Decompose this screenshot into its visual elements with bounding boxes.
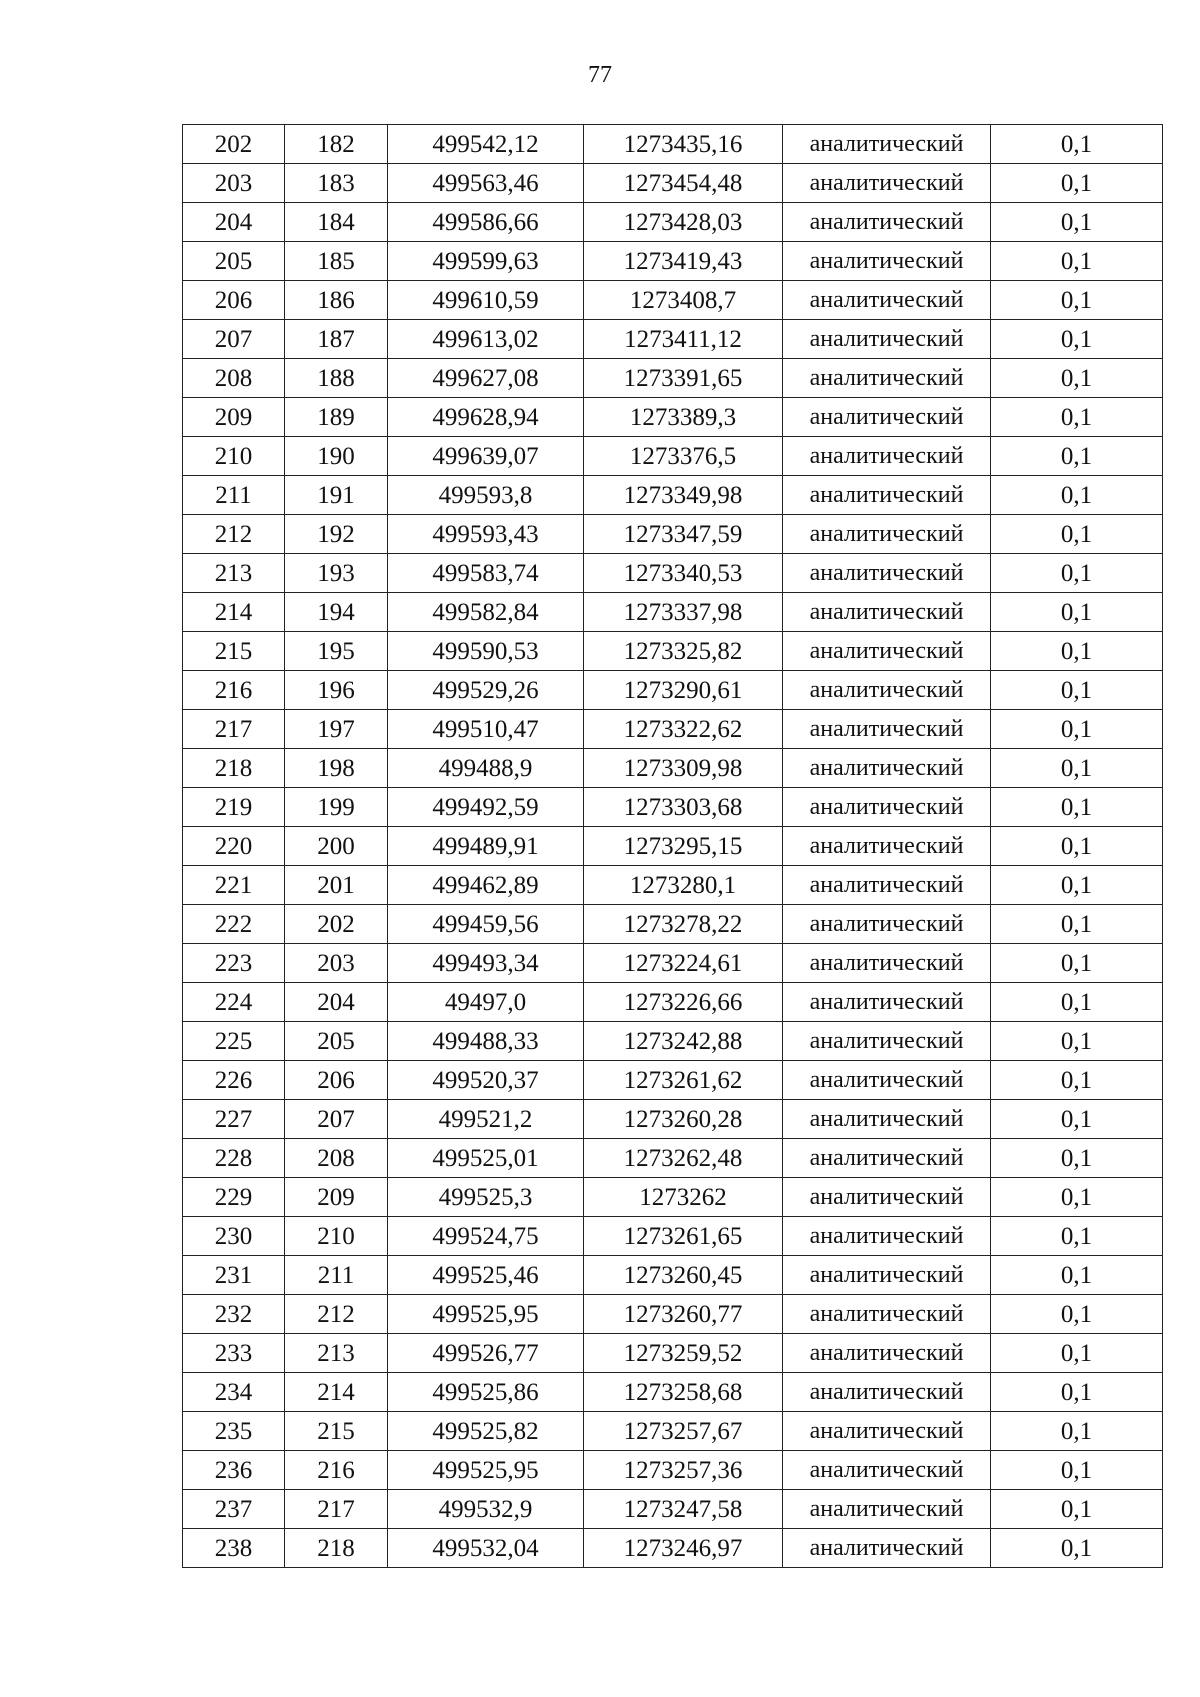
method-cell: аналитический: [783, 1334, 991, 1373]
x-coordinate-cell: 499586,66: [388, 203, 584, 242]
table-row: [183, 1490, 1163, 1529]
method-cell: аналитический: [783, 1139, 991, 1178]
point-number-cell: 192: [285, 515, 388, 554]
x-coordinate-cell: 499525,95: [388, 1451, 584, 1490]
y-coordinate-cell: 1273262: [584, 1178, 783, 1217]
accuracy-cell: 0,1: [991, 203, 1163, 242]
table-row: [183, 164, 1163, 203]
x-coordinate-cell: 499459,56: [388, 905, 584, 944]
y-coordinate-cell: 1273411,12: [584, 320, 783, 359]
method-cell: аналитический: [783, 1412, 991, 1451]
accuracy-cell: 0,1: [991, 1217, 1163, 1256]
method-cell: аналитический: [783, 203, 991, 242]
table-row: [183, 944, 1163, 983]
point-number-cell: 207: [285, 1100, 388, 1139]
y-coordinate-cell: 1273242,88: [584, 1022, 783, 1061]
row-number-cell: 235: [183, 1412, 285, 1451]
accuracy-cell: 0,1: [991, 866, 1163, 905]
method-cell: аналитический: [783, 944, 991, 983]
row-number-cell: 211: [183, 476, 285, 515]
table-body: [183, 125, 1163, 1568]
row-number-cell: 233: [183, 1334, 285, 1373]
y-coordinate-cell: 1273262,48: [584, 1139, 783, 1178]
table-row: [183, 1373, 1163, 1412]
method-cell: аналитический: [783, 281, 991, 320]
point-number-cell: 184: [285, 203, 388, 242]
y-coordinate-cell: 1273347,59: [584, 515, 783, 554]
table-row: [183, 554, 1163, 593]
accuracy-cell: 0,1: [991, 1334, 1163, 1373]
table-row: [183, 1412, 1163, 1451]
point-number-cell: 204: [285, 983, 388, 1022]
point-number-cell: 213: [285, 1334, 388, 1373]
coordinates-table: [182, 124, 1163, 1568]
accuracy-cell: 0,1: [991, 476, 1163, 515]
y-coordinate-cell: 1273257,67: [584, 1412, 783, 1451]
table-row: [183, 1217, 1163, 1256]
accuracy-cell: 0,1: [991, 1178, 1163, 1217]
point-number-cell: 190: [285, 437, 388, 476]
table-row: [183, 398, 1163, 437]
method-cell: аналитический: [783, 983, 991, 1022]
y-coordinate-cell: 1273295,15: [584, 827, 783, 866]
table-row: [183, 1178, 1163, 1217]
row-number-cell: 215: [183, 632, 285, 671]
y-coordinate-cell: 1273260,45: [584, 1256, 783, 1295]
row-number-cell: 212: [183, 515, 285, 554]
point-number-cell: 202: [285, 905, 388, 944]
y-coordinate-cell: 1273428,03: [584, 203, 783, 242]
method-cell: аналитический: [783, 671, 991, 710]
method-cell: аналитический: [783, 476, 991, 515]
point-number-cell: 214: [285, 1373, 388, 1412]
point-number-cell: 201: [285, 866, 388, 905]
row-number-cell: 204: [183, 203, 285, 242]
y-coordinate-cell: 1273376,5: [584, 437, 783, 476]
point-number-cell: 203: [285, 944, 388, 983]
row-number-cell: 202: [183, 125, 285, 164]
table-row: [183, 1061, 1163, 1100]
table-row: [183, 866, 1163, 905]
point-number-cell: 206: [285, 1061, 388, 1100]
accuracy-cell: 0,1: [991, 1061, 1163, 1100]
row-number-cell: 210: [183, 437, 285, 476]
method-cell: аналитический: [783, 1100, 991, 1139]
table-row: [183, 1451, 1163, 1490]
point-number-cell: 210: [285, 1217, 388, 1256]
table-row: [183, 1529, 1163, 1568]
y-coordinate-cell: 1273408,7: [584, 281, 783, 320]
row-number-cell: 207: [183, 320, 285, 359]
x-coordinate-cell: 499524,75: [388, 1217, 584, 1256]
y-coordinate-cell: 1273226,66: [584, 983, 783, 1022]
x-coordinate-cell: 499488,9: [388, 749, 584, 788]
row-number-cell: 219: [183, 788, 285, 827]
accuracy-cell: 0,1: [991, 242, 1163, 281]
accuracy-cell: 0,1: [991, 1256, 1163, 1295]
y-coordinate-cell: 1273246,97: [584, 1529, 783, 1568]
point-number-cell: 211: [285, 1256, 388, 1295]
point-number-cell: 186: [285, 281, 388, 320]
row-number-cell: 234: [183, 1373, 285, 1412]
row-number-cell: 221: [183, 866, 285, 905]
x-coordinate-cell: 499639,07: [388, 437, 584, 476]
method-cell: аналитический: [783, 1451, 991, 1490]
row-number-cell: 237: [183, 1490, 285, 1529]
method-cell: аналитический: [783, 320, 991, 359]
method-cell: аналитический: [783, 164, 991, 203]
row-number-cell: 227: [183, 1100, 285, 1139]
y-coordinate-cell: 1273303,68: [584, 788, 783, 827]
table-row: [183, 749, 1163, 788]
row-number-cell: 238: [183, 1529, 285, 1568]
accuracy-cell: 0,1: [991, 593, 1163, 632]
table-row: [183, 281, 1163, 320]
x-coordinate-cell: 499488,33: [388, 1022, 584, 1061]
point-number-cell: 200: [285, 827, 388, 866]
table-row: [183, 1295, 1163, 1334]
method-cell: аналитический: [783, 1256, 991, 1295]
accuracy-cell: 0,1: [991, 164, 1163, 203]
accuracy-cell: 0,1: [991, 1412, 1163, 1451]
point-number-cell: 191: [285, 476, 388, 515]
x-coordinate-cell: 499525,82: [388, 1412, 584, 1451]
point-number-cell: 194: [285, 593, 388, 632]
row-number-cell: 236: [183, 1451, 285, 1490]
table-row: [183, 359, 1163, 398]
point-number-cell: 182: [285, 125, 388, 164]
accuracy-cell: 0,1: [991, 1490, 1163, 1529]
point-number-cell: 217: [285, 1490, 388, 1529]
accuracy-cell: 0,1: [991, 1529, 1163, 1568]
method-cell: аналитический: [783, 632, 991, 671]
method-cell: аналитический: [783, 749, 991, 788]
row-number-cell: 216: [183, 671, 285, 710]
accuracy-cell: 0,1: [991, 437, 1163, 476]
point-number-cell: 208: [285, 1139, 388, 1178]
y-coordinate-cell: 1273419,43: [584, 242, 783, 281]
accuracy-cell: 0,1: [991, 827, 1163, 866]
x-coordinate-cell: 499532,9: [388, 1490, 584, 1529]
point-number-cell: 199: [285, 788, 388, 827]
x-coordinate-cell: 49497,0: [388, 983, 584, 1022]
accuracy-cell: 0,1: [991, 632, 1163, 671]
table-row: [183, 593, 1163, 632]
x-coordinate-cell: 499593,8: [388, 476, 584, 515]
x-coordinate-cell: 499532,04: [388, 1529, 584, 1568]
row-number-cell: 205: [183, 242, 285, 281]
table-row: [183, 1256, 1163, 1295]
y-coordinate-cell: 1273340,53: [584, 554, 783, 593]
accuracy-cell: 0,1: [991, 1373, 1163, 1412]
x-coordinate-cell: 499526,77: [388, 1334, 584, 1373]
method-cell: аналитический: [783, 242, 991, 281]
table-row: [183, 1139, 1163, 1178]
table-row: [183, 242, 1163, 281]
y-coordinate-cell: 1273260,77: [584, 1295, 783, 1334]
row-number-cell: 222: [183, 905, 285, 944]
accuracy-cell: 0,1: [991, 1022, 1163, 1061]
method-cell: аналитический: [783, 827, 991, 866]
y-coordinate-cell: 1273454,48: [584, 164, 783, 203]
y-coordinate-cell: 1273259,52: [584, 1334, 783, 1373]
y-coordinate-cell: 1273224,61: [584, 944, 783, 983]
row-number-cell: 217: [183, 710, 285, 749]
row-number-cell: 231: [183, 1256, 285, 1295]
row-number-cell: 223: [183, 944, 285, 983]
method-cell: аналитический: [783, 710, 991, 749]
point-number-cell: 183: [285, 164, 388, 203]
x-coordinate-cell: 499521,2: [388, 1100, 584, 1139]
row-number-cell: 213: [183, 554, 285, 593]
accuracy-cell: 0,1: [991, 1295, 1163, 1334]
y-coordinate-cell: 1273278,22: [584, 905, 783, 944]
y-coordinate-cell: 1273322,62: [584, 710, 783, 749]
x-coordinate-cell: 499525,01: [388, 1139, 584, 1178]
x-coordinate-cell: 499613,02: [388, 320, 584, 359]
accuracy-cell: 0,1: [991, 944, 1163, 983]
y-coordinate-cell: 1273337,98: [584, 593, 783, 632]
y-coordinate-cell: 1273325,82: [584, 632, 783, 671]
method-cell: аналитический: [783, 398, 991, 437]
point-number-cell: 198: [285, 749, 388, 788]
row-number-cell: 214: [183, 593, 285, 632]
y-coordinate-cell: 1273258,68: [584, 1373, 783, 1412]
method-cell: аналитический: [783, 437, 991, 476]
row-number-cell: 224: [183, 983, 285, 1022]
accuracy-cell: 0,1: [991, 281, 1163, 320]
y-coordinate-cell: 1273257,36: [584, 1451, 783, 1490]
x-coordinate-cell: 499610,59: [388, 281, 584, 320]
table-row: [183, 827, 1163, 866]
point-number-cell: 187: [285, 320, 388, 359]
x-coordinate-cell: 499492,59: [388, 788, 584, 827]
table-row: [183, 476, 1163, 515]
accuracy-cell: 0,1: [991, 788, 1163, 827]
row-number-cell: 203: [183, 164, 285, 203]
accuracy-cell: 0,1: [991, 905, 1163, 944]
row-number-cell: 230: [183, 1217, 285, 1256]
table-row: [183, 437, 1163, 476]
row-number-cell: 225: [183, 1022, 285, 1061]
accuracy-cell: 0,1: [991, 749, 1163, 788]
x-coordinate-cell: 499510,47: [388, 710, 584, 749]
point-number-cell: 189: [285, 398, 388, 437]
x-coordinate-cell: 499529,26: [388, 671, 584, 710]
table-row: [183, 905, 1163, 944]
accuracy-cell: 0,1: [991, 671, 1163, 710]
row-number-cell: 218: [183, 749, 285, 788]
row-number-cell: 206: [183, 281, 285, 320]
method-cell: аналитический: [783, 788, 991, 827]
method-cell: аналитический: [783, 1529, 991, 1568]
accuracy-cell: 0,1: [991, 710, 1163, 749]
table-row: [183, 203, 1163, 242]
method-cell: аналитический: [783, 1295, 991, 1334]
table-row: [183, 632, 1163, 671]
row-number-cell: 226: [183, 1061, 285, 1100]
row-number-cell: 228: [183, 1139, 285, 1178]
y-coordinate-cell: 1273391,65: [584, 359, 783, 398]
y-coordinate-cell: 1273349,98: [584, 476, 783, 515]
point-number-cell: 185: [285, 242, 388, 281]
method-cell: аналитический: [783, 905, 991, 944]
x-coordinate-cell: 499525,46: [388, 1256, 584, 1295]
y-coordinate-cell: 1273280,1: [584, 866, 783, 905]
method-cell: аналитический: [783, 866, 991, 905]
table-row: [183, 1334, 1163, 1373]
point-number-cell: 205: [285, 1022, 388, 1061]
y-coordinate-cell: 1273261,62: [584, 1061, 783, 1100]
x-coordinate-cell: 499520,37: [388, 1061, 584, 1100]
accuracy-cell: 0,1: [991, 1139, 1163, 1178]
y-coordinate-cell: 1273435,16: [584, 125, 783, 164]
accuracy-cell: 0,1: [991, 554, 1163, 593]
accuracy-cell: 0,1: [991, 398, 1163, 437]
table-row: [183, 1100, 1163, 1139]
x-coordinate-cell: 499582,84: [388, 593, 584, 632]
y-coordinate-cell: 1273309,98: [584, 749, 783, 788]
x-coordinate-cell: 499583,74: [388, 554, 584, 593]
x-coordinate-cell: 499599,63: [388, 242, 584, 281]
table-row: [183, 710, 1163, 749]
point-number-cell: 197: [285, 710, 388, 749]
method-cell: аналитический: [783, 1217, 991, 1256]
y-coordinate-cell: 1273389,3: [584, 398, 783, 437]
x-coordinate-cell: 499525,95: [388, 1295, 584, 1334]
method-cell: аналитический: [783, 359, 991, 398]
method-cell: аналитический: [783, 125, 991, 164]
row-number-cell: 229: [183, 1178, 285, 1217]
row-number-cell: 209: [183, 398, 285, 437]
table-row: [183, 515, 1163, 554]
y-coordinate-cell: 1273290,61: [584, 671, 783, 710]
table-row: [183, 983, 1163, 1022]
accuracy-cell: 0,1: [991, 983, 1163, 1022]
x-coordinate-cell: 499462,89: [388, 866, 584, 905]
point-number-cell: 215: [285, 1412, 388, 1451]
page-number: 77: [588, 62, 612, 88]
x-coordinate-cell: 499593,43: [388, 515, 584, 554]
accuracy-cell: 0,1: [991, 320, 1163, 359]
method-cell: аналитический: [783, 1022, 991, 1061]
point-number-cell: 209: [285, 1178, 388, 1217]
table-row: [183, 320, 1163, 359]
point-number-cell: 196: [285, 671, 388, 710]
row-number-cell: 232: [183, 1295, 285, 1334]
table-row: [183, 125, 1163, 164]
accuracy-cell: 0,1: [991, 359, 1163, 398]
method-cell: аналитический: [783, 1178, 991, 1217]
y-coordinate-cell: 1273247,58: [584, 1490, 783, 1529]
row-number-cell: 220: [183, 827, 285, 866]
x-coordinate-cell: 499542,12: [388, 125, 584, 164]
x-coordinate-cell: 499493,34: [388, 944, 584, 983]
accuracy-cell: 0,1: [991, 125, 1163, 164]
x-coordinate-cell: 499628,94: [388, 398, 584, 437]
method-cell: аналитический: [783, 515, 991, 554]
table-row: [183, 1022, 1163, 1061]
row-number-cell: 208: [183, 359, 285, 398]
point-number-cell: 218: [285, 1529, 388, 1568]
point-number-cell: 216: [285, 1451, 388, 1490]
method-cell: аналитический: [783, 1490, 991, 1529]
table-row: [183, 788, 1163, 827]
method-cell: аналитический: [783, 1373, 991, 1412]
accuracy-cell: 0,1: [991, 1100, 1163, 1139]
accuracy-cell: 0,1: [991, 515, 1163, 554]
x-coordinate-cell: 499590,53: [388, 632, 584, 671]
x-coordinate-cell: 499563,46: [388, 164, 584, 203]
point-number-cell: 212: [285, 1295, 388, 1334]
y-coordinate-cell: 1273261,65: [584, 1217, 783, 1256]
x-coordinate-cell: 499525,3: [388, 1178, 584, 1217]
method-cell: аналитический: [783, 1061, 991, 1100]
point-number-cell: 188: [285, 359, 388, 398]
point-number-cell: 195: [285, 632, 388, 671]
point-number-cell: 193: [285, 554, 388, 593]
x-coordinate-cell: 499627,08: [388, 359, 584, 398]
x-coordinate-cell: 499525,86: [388, 1373, 584, 1412]
method-cell: аналитический: [783, 593, 991, 632]
accuracy-cell: 0,1: [991, 1451, 1163, 1490]
table-row: [183, 671, 1163, 710]
method-cell: аналитический: [783, 554, 991, 593]
x-coordinate-cell: 499489,91: [388, 827, 584, 866]
y-coordinate-cell: 1273260,28: [584, 1100, 783, 1139]
